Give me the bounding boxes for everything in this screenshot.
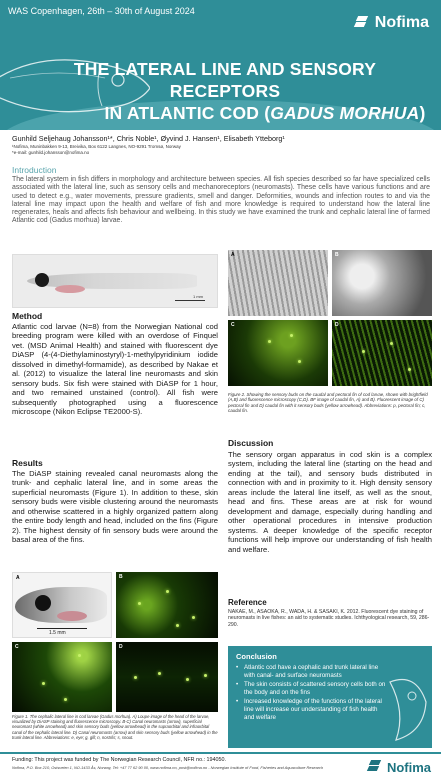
larva-eye — [35, 273, 49, 287]
figure-1-panel-c: C — [12, 642, 112, 712]
conclusion-list — [236, 664, 386, 723]
results-heading: Results — [12, 458, 43, 468]
method-text: Atlantic cod larvae (N=8) from the Norwegian National cod breeding program were killed with an overdose of Finquel vet. (MSD Animal Health) and stained with fluorescent dye DiASP (4-(4-Diethylaminostyryl)-1-methylpyridinium iodide dissolved in dimethyl-formamide), as described by Nakae et al. (2012) to visualize the lateral line neuromasts and skin sensory buds. Six fish were stained with DiASP for 1 hour, and two remained unstained (control). All fish were subsequently photographed using a fluorescence microscope (Nikon Eclipse TE2000-S). — [12, 322, 218, 417]
figure-2-panel-b: B — [332, 250, 432, 316]
poster-title — [20, 58, 430, 124]
logo-text: Nofima — [374, 14, 429, 31]
figure-1-caption: Figure 1. The cephalic lateral line in cod larvae (Gadus morhua). A) Loupe image of the head of the larvae, visualized by DiASP staining and fluorescence microscopy. B-C) Canal neuromasts (arrow), superficial neuromast (white arrowhead) and skin sensory buds (yellow arrowhead) in the supraorbital and infraorbital canal of the cephalic lateral line. D) Canal neuromasts (arrow) and skin sensory buds (yellow arrowhead) in the trunk lateral line. Abbreviations: e, eye; g, gill; n, nostrils; s, snout. — [12, 714, 218, 740]
conclusion-item: • Increased knowledge of the functions of the lateral line will increase our understanding of fish health and welfare — [236, 698, 386, 721]
footer-divider — [0, 752, 441, 754]
conclusion-box — [228, 646, 432, 748]
footer-logo-text: Nofima — [386, 759, 431, 775]
introduction-text: The lateral system in fish differs in morphology and architecture between species. All fish species described so far have specialized cells associated with the lateral line, such as sensory cells and mechanoreceptors (neuromasts). These cells have various functions and are used to detect e.g., water movements, pressure gradients, smell and danger. Deformities, wounds and infection routes to and via the lateral line may impact upon the health and welfare of fish and more knowledge is required to understand how the lateral line regenerates, heals and affects fish behaviour and wellbeing. In this study we have examined the trunk and cephalic lateral line of farmed Atlantic cod (Gadus morhua) larvae. — [12, 176, 430, 225]
figure-2-panel-c: C — [228, 320, 328, 386]
cod-head-icon — [386, 672, 428, 742]
figure-2-panel-d: D — [332, 320, 432, 386]
discussion-text: The sensory organ apparatus in cod skin is a complex system, including the lateral line (starting on the head and ending at the tail), and sensory buds distributed in connection with and in proximity to it. High density sensory areas include the lateral line itself, as well as the snout, head and fins. These areas are at risk for wound development and damage, especially during handling and other operational procedures in intensive production systems. A deeper knowledge of the specific receptor functions will help improve our understanding of fish health and welfare. — [228, 450, 432, 554]
nofima-logo-icon — [353, 14, 371, 32]
figure-2-caption: Figure 2. Showing the sensory buds on the caudal and pectoral fin of cod larvae, shown with brightfield (A,B) and fluorescence microscopy (C,D). BF image of caudal fin, A) and B). Fluorescent image of C) pectoral fin and D) caudal fin with it sensory buds (yellow arrowhead). Abbreviations: p, pectoral fin; c, caudal fin. — [228, 392, 428, 414]
funding-note: Funding: This project was funded by The Norwegian Research Council, NFR no.: 194050. — [12, 757, 227, 763]
affiliation: ¹Nofima, Muninbakken 9-13, Breivika, Box 6122 Langnes, NO-9291 Tromsø, Norway *e-mail: gunhild.johansson@nofima.no — [12, 144, 181, 155]
larva-yolk — [55, 285, 85, 293]
larva-body — [27, 273, 197, 289]
scale-bar — [175, 300, 205, 301]
conclusion-item: • The skin consists of scattered sensory cells both on the body and on the fins — [236, 681, 386, 696]
poster-header — [0, 0, 441, 130]
figure-1-scale-label: 1.5 mm — [49, 630, 66, 636]
figure-1-panel-b: B — [116, 572, 218, 638]
title-line-2: IN ATLANTIC COD (GADUS MORHUA) — [104, 103, 426, 123]
conclusion-item: • Atlantic cod have a cephalic and trunk lateral line with canal- and surface neuromasts — [236, 664, 386, 679]
larva-image — [12, 254, 218, 308]
introduction-heading: Introduction — [12, 165, 57, 175]
authors: Gunhild Seljehaug Johansson¹*, Chris Noble¹, Øyvind J. Hansen¹, Elisabeth Ytteborg¹ — [12, 134, 285, 143]
figure-2-panel-a: A — [228, 250, 328, 316]
figure-1-panel-a: A 1.5 mm — [12, 572, 112, 638]
reference-text: NAKAE, M., ASAOKA, R., WADA, H. & SASAKI, K. 2012. Fluorescent dye staining of neuromasts in live fishes: an aid to systematic studies. Ichthyological research, 59, 286-290. — [228, 609, 430, 628]
scale-label: 1 mm — [193, 294, 203, 299]
results-text: The DiASP staining revealed canal neuromasts along the trunk- and cephalic lateral line, and in some areas the superficial neuromasts (Figure 1). In addition to these, skin sensory buds were visible clustering around the neuromasts and otherwise scattered in a highly organized pattern along the entire body length and head, included on the fins (Figure 2). The highest density of fin sensory buds were around the basal area of the fins. — [12, 469, 218, 545]
conference-label: WAS Copenhagen, 26th – 30th of August 2024 — [8, 6, 195, 16]
figure-1 — [12, 572, 218, 712]
figure-1-panel-d: D — [116, 642, 218, 712]
discussion-heading: Discussion — [228, 438, 274, 448]
nofima-logo — [353, 14, 429, 32]
footer-affiliation: Nofima, P.O. Box 210, Ostsveien 1, NO-1433 Ås, Norway, Tel: +47 77 62 90 00, www.nofima.no, post@nofima.no - Norwegian Institute of Food, Fisheries and Aquaculture Research — [12, 765, 324, 770]
title-line-1: THE LATERAL LINE AND SENSORY RECEPTORS — [73, 59, 377, 101]
footer-logo — [366, 758, 431, 776]
conclusion-heading: Conclusion — [236, 652, 277, 661]
method-heading: Method — [12, 311, 43, 321]
figure-1-scale-bar — [37, 628, 87, 629]
figure-2 — [228, 250, 432, 388]
nofima-logo-icon — [366, 758, 384, 776]
reference-heading: Reference — [228, 598, 267, 607]
